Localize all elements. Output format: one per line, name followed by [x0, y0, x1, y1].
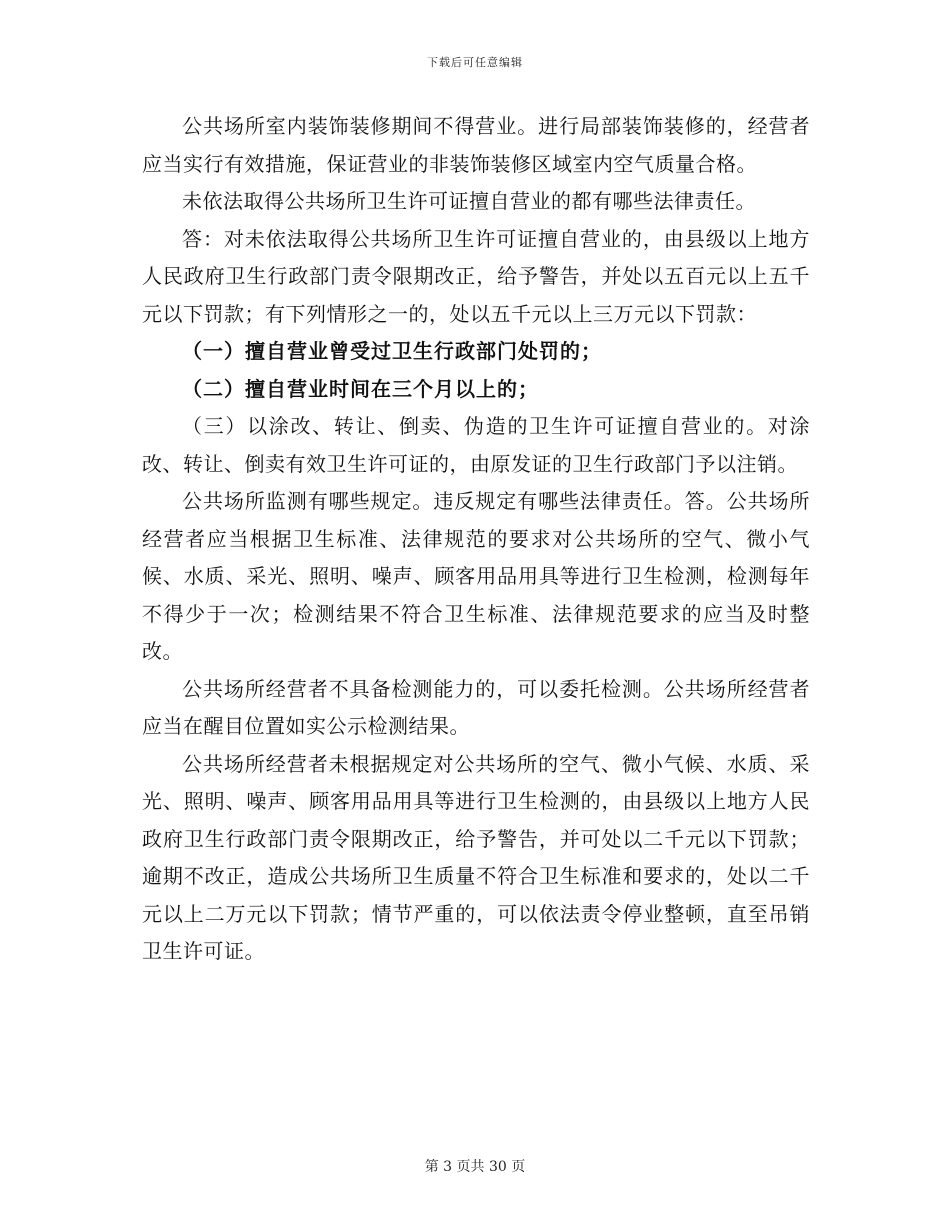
- page-number: 第 3 页共 30 页: [424, 1159, 526, 1175]
- paragraph-renovation: 公共场所室内装饰装修期间不得营业。进行局部装饰装修的，经营者应当实行有效措施，保证营业的非装饰装修区域室内空气质量合格。: [142, 114, 810, 176]
- page-header-note: 下载后可任意编辑: [427, 56, 523, 69]
- document-body: [142, 108, 810, 971]
- paragraph-monitoring-penalty: 公共场所经营者未根据规定对公共场所的空气、微小气候、水质、采光、照明、噪声、顾客用品用具等进行卫生检测的，由县级以上地方人民政府卫生行政部门责令限期改正，给予警告，并可处以二千元以下罚款；逾期不改正，造成公共场所卫生质量不符合卫生标准和要求的，处以二千元以上二万元以下罚款；情节严重的，可以依法责令停业整顿，直至吊销卫生许可证。: [142, 751, 810, 963]
- paragraph-answer-license: 答：对未依法取得公共场所卫生许可证擅自营业的，由县级以上地方人民政府卫生行政部门责令限期改正，给予警告，并处以五百元以上五千元以下罚款；有下列情形之一的，处以五千元以上三万元以下罚款：: [142, 226, 810, 326]
- paragraph-item-two: （二）擅自营业时间在三个月以上的；: [182, 376, 539, 401]
- paragraph-question-license: 未依法取得公共场所卫生许可证擅自营业的都有哪些法律责任。: [182, 189, 756, 213]
- paragraph-commissioned-testing: 公共场所经营者不具备检测能力的，可以委托检测。公共场所经营者应当在醒目位置如实公示检测结果。: [142, 676, 810, 738]
- paragraph-item-one: （一）擅自营业曾受过卫生行政部门处罚的；: [182, 339, 602, 363]
- paragraph-item-three: （三）以涂改、转让、倒卖、伪造的卫生许可证擅自营业的。对涂改、转让、倒卖有效卫生许可证的，由原发证的卫生行政部门予以注销。: [142, 414, 810, 476]
- paragraph-monitoring-rules: 公共场所监测有哪些规定。违反规定有哪些法律责任。答。公共场所经营者应当根据卫生标准、法律规范的要求对公共场所的空气、微小气候、水质、采光、照明、噪声、顾客用品用具等进行卫生检测，检测每年不得少于一次；检测结果不符合卫生标准、法律规范要求的应当及时整改。: [142, 489, 810, 663]
